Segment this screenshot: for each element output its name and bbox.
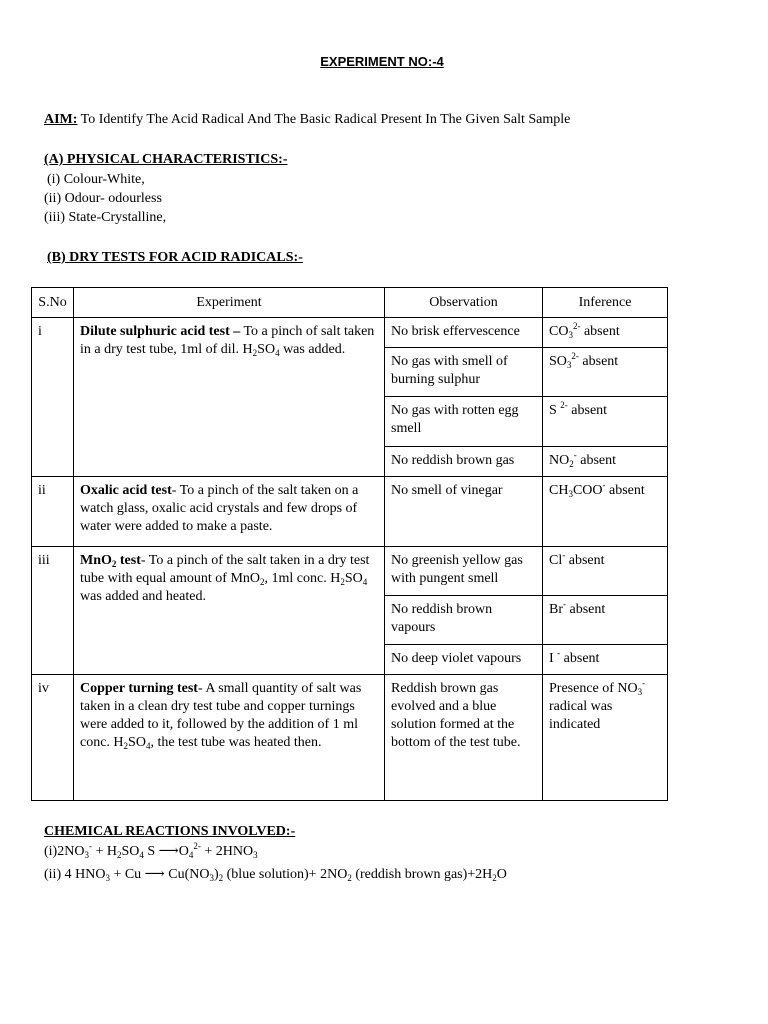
experiment-cell: Dilute sulphuric acid test – To a pinch of salt taken in a dry test tube, 1ml of dil. $H_2SO_4$ was added. <box>74 318 385 477</box>
table-row <box>32 318 668 348</box>
experiment-title: EXPERIMENT NO:-4 <box>320 54 444 69</box>
observation-cell: No reddish brown vapours <box>385 596 543 645</box>
column-header-sno: S.No <box>32 288 74 318</box>
acid-radical-test-table <box>31 287 668 801</box>
column-header-inference: Inference <box>543 288 668 318</box>
experiment-cell: Oxalic acid test- To a pinch of the salt taken on a watch glass, oxalic acid crystals and few drops of water were added to make a paste. <box>74 477 385 547</box>
inference-cell: I - absent <box>543 645 668 675</box>
test-name: Copper turning test <box>80 681 198 696</box>
dry-tests-heading: (B) DRY TESTS FOR ACID RADICALS:- <box>47 250 303 265</box>
physical-item: (iii) State-Crystalline, <box>44 210 167 225</box>
test-name: MnO$_2$ test <box>80 553 141 569</box>
row-sno: iii <box>32 547 74 675</box>
aim-text: To Identify The Acid Radical And The Basic Radical Present In The Given Salt Sample <box>77 112 571 127</box>
observation-cell: No gas with smell of burning sulphur <box>385 348 543 397</box>
inference-cell: Cl- absent <box>543 547 668 596</box>
table-row <box>32 547 668 596</box>
inference-cell: Br- absent <box>543 596 668 645</box>
test-name: Dilute sulphuric acid test – <box>80 324 241 339</box>
table-row <box>32 675 668 801</box>
row-sno: ii <box>32 477 74 547</box>
column-header-observation: Observation <box>385 288 543 318</box>
experiment-cell: Copper turning test- A small quantity of salt was taken in a clean dry test tube and copper turnings were added to it, followed by the addition of 1 ml conc. $H_2SO_4$, the test tube was heated then. <box>74 675 385 801</box>
reaction-equation-1: $(i)2NO_3^- + H_2SO_4$ S $⟶O_4^{2-} + 2HNO_3$ <box>44 841 258 860</box>
test-name: Oxalic acid test <box>80 483 172 498</box>
inference-cell: $NO_2^-$ absent <box>543 447 668 477</box>
observation-cell: No deep violet vapours <box>385 645 543 675</box>
row-sno: i <box>32 318 74 477</box>
physical-item: (ii) Odour- odourless <box>44 191 162 206</box>
inference-cell: S $^{2-}$ absent <box>543 397 668 447</box>
column-header-experiment: Experiment <box>74 288 385 318</box>
observation-cell: No smell of vinegar <box>385 477 543 547</box>
observation-cell: No brisk effervescence <box>385 318 543 348</box>
inference-cell: $CH_3COO^-$ absent <box>543 477 668 547</box>
observation-cell: No reddish brown gas <box>385 447 543 477</box>
inference-cell: $SO_3^{2-}$ absent <box>543 348 668 397</box>
chemical-reactions-heading: CHEMICAL REACTIONS INVOLVED:- <box>44 824 296 839</box>
inference-cell: Presence of $NO_3^-$ radical was indicated <box>543 675 668 801</box>
physical-item: (i) Colour-White, <box>47 172 145 187</box>
observation-cell: Reddish brown gas evolved and a blue solution formed at the bottom of the test tube. <box>385 675 543 801</box>
reaction-equation-2: (ii) 4 $HNO_3 + Cu$ ⟶ $Cu(NO_3)_2$ (blue solution)+ $2NO_2$ (reddish brown $gas)+2H_2O$ <box>44 867 507 883</box>
inference-cell: $CO_3^{2-}$ absent <box>543 318 668 348</box>
table-row <box>32 477 668 547</box>
physical-characteristics-heading: (A) PHYSICAL CHARACTERISTICS:- <box>44 152 288 167</box>
observation-cell: No greenish yellow gas with pungent smell <box>385 547 543 596</box>
observation-cell: No gas with rotten egg smell <box>385 397 543 447</box>
row-sno: iv <box>32 675 74 801</box>
aim-line <box>44 111 570 129</box>
experiment-cell: MnO$_2$ test- To a pinch of the salt taken in a dry test tube with equal amount of MnO$_2$, 1ml conc. $H_2SO_4$ was added and heated. <box>74 547 385 675</box>
aim-label: AIM: <box>44 112 78 127</box>
